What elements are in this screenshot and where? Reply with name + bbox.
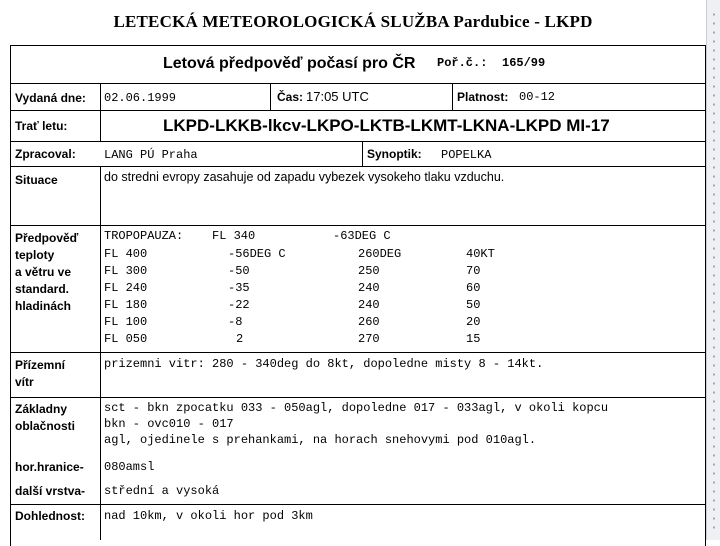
table-row: FL 240 -35 240 60 [104, 281, 481, 295]
order-number-label: Poř.č.: [437, 56, 488, 70]
tropopause-temp: -63DEG C [333, 229, 391, 243]
next-layer-value: střední a vysoká [104, 484, 220, 498]
time-value: 17:05 UTC [306, 89, 369, 104]
synoptic-name: POPELKA [441, 148, 492, 162]
route-label: Trať letu: [15, 119, 68, 133]
visibility-value: nad 10km, v okoli hor pod 3km [104, 509, 313, 523]
rule-4 [10, 166, 706, 167]
rule-3 [10, 141, 706, 142]
strip-pattern [711, 10, 717, 530]
page-title: Letová předpověď počasí pro ČR [163, 55, 416, 72]
rule-6 [10, 352, 706, 353]
next-layer-label: další vrstva- [15, 484, 86, 498]
table-row: FL 180 -22 240 50 [104, 298, 481, 312]
upper-bound-value: 080amsl [104, 460, 155, 474]
cloud-base-label: Základny oblačnosti [15, 402, 76, 433]
table-row: FL 050 2 270 15 [104, 332, 481, 346]
vrule-label-bottom [100, 166, 101, 540]
rule-7 [10, 397, 706, 398]
issued-date: 02.06.1999 [104, 91, 177, 105]
processed-by: LANG PÚ Praha [104, 148, 198, 162]
upper-bound-label: hor.hranice- [15, 460, 84, 474]
document-header: LETECKÁ METEOROLOGICKÁ SLUŽBA Pardubice - LKPD [113, 12, 593, 31]
rule-5 [10, 225, 706, 226]
situation-text: do stredni evropy zasahuje od zapadu vybezek vysokeho tlaku vzduchu. [104, 170, 505, 184]
right-edge-strip [706, 0, 720, 540]
issued-label: Vydaná dne: [15, 91, 86, 105]
flight-route: LKPD-LKKB-lkcv-LKPO-LKTB-LKMT-LKNA-LKPD MI-17 [163, 116, 610, 135]
rule-1 [10, 83, 706, 84]
wind-temp-table [104, 246, 495, 348]
rule-8 [10, 504, 706, 505]
validity-value: 00-12 [519, 90, 556, 104]
vrule-time [270, 83, 271, 110]
validity-label: Platnost: [457, 90, 509, 104]
surface-wind-text: prizemni vitr: 280 - 340deg do 8kt, dopoledne misty 8 - 14kt. [104, 357, 544, 371]
tropopause-label: TROPOPAUZA: [104, 229, 184, 243]
rule-2 [10, 110, 706, 111]
table-row: FL 100 -8 260 20 [104, 315, 481, 329]
cloud-base-text: sct - bkn zpocatku 033 - 050agl, dopoledne 017 - 033agl, v okoli kopcu bkn - ovc010 - 017 agl, ojedinele s prehankami, na horach snehovymi pod 010agl. [104, 401, 609, 447]
time-label: Čas: [277, 90, 304, 104]
table-row: FL 300 -50 250 70 [104, 264, 481, 278]
surface-wind-label: Přízemní vítr [15, 358, 66, 389]
forecast-label: Předpověď teploty a větru ve standard. hladinách [15, 231, 79, 313]
situation-label: Situace [15, 173, 58, 187]
vrule-label-top [100, 83, 101, 141]
synoptic-label: Synoptik: [367, 147, 422, 161]
vrule-validity [452, 83, 453, 110]
visibility-label: Dohlednost: [15, 509, 85, 523]
tropopause-level: FL 340 [212, 229, 256, 243]
processed-label: Zpracoval: [15, 147, 76, 161]
table-row: FL 400 -56DEG C 260DEG 40KT [104, 247, 495, 261]
vrule-synoptic [362, 141, 363, 166]
order-number: 165/99 [502, 56, 546, 70]
